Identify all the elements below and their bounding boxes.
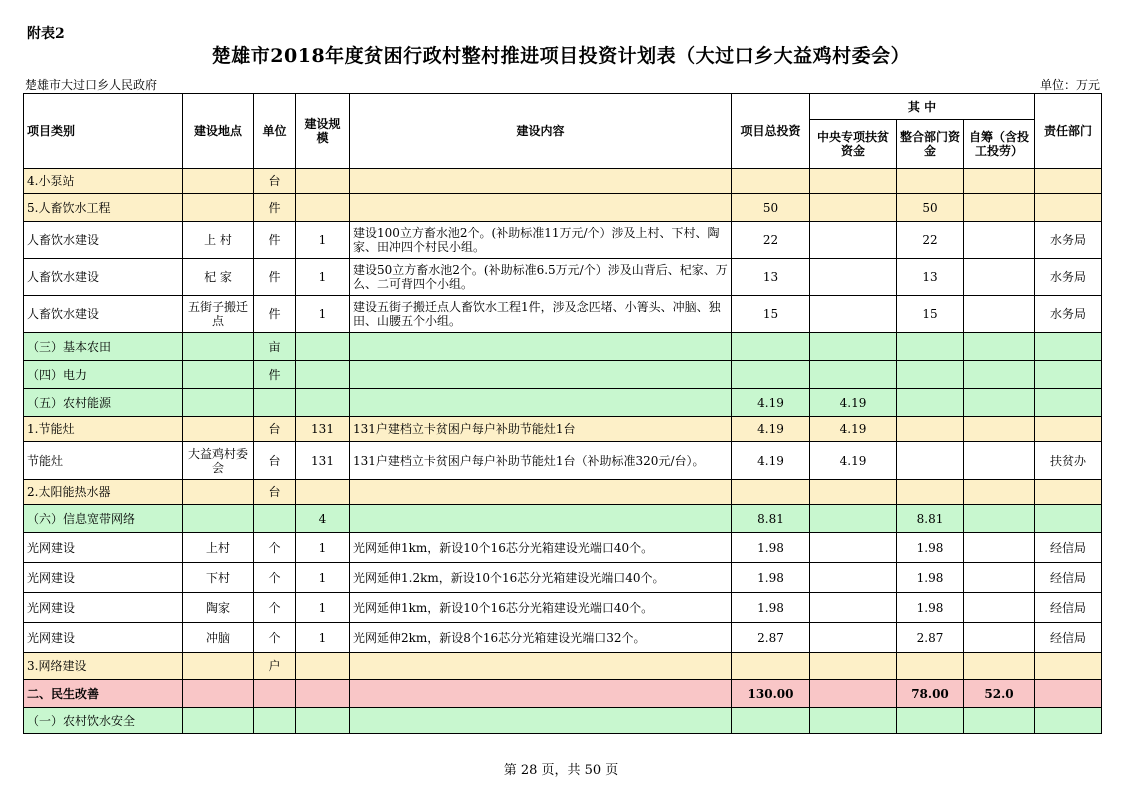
- cell-self: [964, 653, 1035, 680]
- table-row: [24, 389, 1102, 417]
- cell-unit: 台: [254, 417, 296, 442]
- cell-self: [964, 259, 1035, 296]
- cell-dept: [1035, 505, 1102, 533]
- cell-content: 131户建档立卡贫困户每户补助节能灶1台: [350, 417, 732, 442]
- table-row: [24, 533, 1102, 563]
- header-self: 自筹（含投工投劳）: [964, 120, 1035, 169]
- cell-scale: 1: [296, 259, 350, 296]
- appendix-label: 附表2: [27, 26, 65, 42]
- cell-scale: 131: [296, 417, 350, 442]
- cell-integrated: [897, 653, 964, 680]
- page-footer: 第 28 页，共 50 页: [503, 763, 619, 778]
- cell-location: [183, 169, 254, 194]
- table-row: [24, 222, 1102, 259]
- cell-unit: 个: [254, 593, 296, 623]
- cell-dept: [1035, 708, 1102, 734]
- cell-total: [732, 708, 810, 734]
- cell-central: [810, 333, 897, 361]
- cell-self: [964, 623, 1035, 653]
- cell-unit: 亩: [254, 333, 296, 361]
- cell-dept: [1035, 194, 1102, 222]
- cell-integrated: 1.98: [897, 533, 964, 563]
- organization-name: 楚雄市大过口乡人民政府: [25, 78, 158, 92]
- cell-dept: [1035, 389, 1102, 417]
- cell-category: 人畜饮水建设: [24, 259, 183, 296]
- page-title: 楚雄市2018年度贫困行政村整村推进项目投资计划表（大过口乡大益鸡村委会）: [211, 45, 911, 67]
- cell-total: 22: [732, 222, 810, 259]
- cell-integrated: 1.98: [897, 563, 964, 593]
- cell-integrated: [897, 480, 964, 505]
- cell-total: [732, 361, 810, 389]
- cell-central: [810, 593, 897, 623]
- cell-self: [964, 533, 1035, 563]
- investment-plan-table: [23, 93, 1102, 734]
- cell-location: 冲脑: [183, 623, 254, 653]
- cell-self: [964, 222, 1035, 259]
- header-content: 建设内容: [350, 94, 732, 169]
- cell-central: [810, 296, 897, 333]
- header-scale: 建设规模: [296, 94, 350, 169]
- cell-total: [732, 169, 810, 194]
- cell-integrated: 50: [897, 194, 964, 222]
- cell-dept: 水务局: [1035, 222, 1102, 259]
- cell-dept: 经信局: [1035, 533, 1102, 563]
- cell-category: 5.人畜饮水工程: [24, 194, 183, 222]
- cell-total: 4.19: [732, 389, 810, 417]
- cell-integrated: [897, 361, 964, 389]
- cell-unit: 户: [254, 653, 296, 680]
- cell-category: （四）电力: [24, 361, 183, 389]
- cell-location: [183, 505, 254, 533]
- cell-central: [810, 505, 897, 533]
- table-row: [24, 505, 1102, 533]
- cell-self: [964, 169, 1035, 194]
- cell-central: [810, 563, 897, 593]
- cell-total: [732, 480, 810, 505]
- cell-location: [183, 389, 254, 417]
- cell-unit: [254, 389, 296, 417]
- cell-scale: 1: [296, 563, 350, 593]
- cell-self: [964, 389, 1035, 417]
- cell-unit: 件: [254, 194, 296, 222]
- cell-location: 上 村: [183, 222, 254, 259]
- cell-unit: [254, 505, 296, 533]
- cell-unit: 台: [254, 480, 296, 505]
- cell-content: [350, 708, 732, 734]
- cell-category: 光网建设: [24, 563, 183, 593]
- cell-scale: 131: [296, 442, 350, 480]
- cell-central: 4.19: [810, 389, 897, 417]
- header-unit: 单位: [254, 94, 296, 169]
- cell-dept: 扶贫办: [1035, 442, 1102, 480]
- cell-content: [350, 653, 732, 680]
- cell-content: 光网延伸1km，新设10个16芯分光箱建设光端口40个。: [350, 593, 732, 623]
- cell-unit: 件: [254, 361, 296, 389]
- cell-self: [964, 708, 1035, 734]
- cell-total: 8.81: [732, 505, 810, 533]
- header-total: 项目总投资: [732, 94, 810, 169]
- cell-dept: [1035, 361, 1102, 389]
- cell-content: [350, 333, 732, 361]
- cell-scale: [296, 389, 350, 417]
- cell-self: [964, 194, 1035, 222]
- cell-category: 节能灶: [24, 442, 183, 480]
- cell-central: [810, 259, 897, 296]
- cell-self: [964, 442, 1035, 480]
- cell-scale: 1: [296, 222, 350, 259]
- cell-category: 光网建设: [24, 623, 183, 653]
- table-row: [24, 169, 1102, 194]
- cell-integrated: 8.81: [897, 505, 964, 533]
- cell-category: 1.节能灶: [24, 417, 183, 442]
- cell-content: [350, 169, 732, 194]
- cell-content: [350, 505, 732, 533]
- table-row: [24, 653, 1102, 680]
- table-row: [24, 296, 1102, 333]
- cell-integrated: 13: [897, 259, 964, 296]
- cell-self: [964, 480, 1035, 505]
- cell-integrated: [897, 417, 964, 442]
- cell-unit: 个: [254, 533, 296, 563]
- cell-scale: [296, 680, 350, 708]
- cell-category: （六）信息宽带网络: [24, 505, 183, 533]
- cell-self: 52.0: [964, 680, 1035, 708]
- cell-integrated: 2.87: [897, 623, 964, 653]
- currency-unit: 单位：万元: [1039, 78, 1100, 92]
- cell-category: 人畜饮水建设: [24, 296, 183, 333]
- header-integrated: 整合部门资金: [897, 120, 964, 169]
- table-row: [24, 563, 1102, 593]
- table-row: [24, 333, 1102, 361]
- cell-scale: [296, 169, 350, 194]
- cell-unit: 件: [254, 259, 296, 296]
- cell-scale: 4: [296, 505, 350, 533]
- cell-content: [350, 194, 732, 222]
- cell-scale: 1: [296, 593, 350, 623]
- cell-content: [350, 361, 732, 389]
- cell-location: 下村: [183, 563, 254, 593]
- cell-unit: 件: [254, 296, 296, 333]
- cell-scale: [296, 653, 350, 680]
- cell-total: [732, 333, 810, 361]
- cell-scale: [296, 194, 350, 222]
- cell-integrated: 15: [897, 296, 964, 333]
- cell-total: 4.19: [732, 442, 810, 480]
- cell-content: 建设五街子搬迁点人畜饮水工程1件，涉及念匹堵、小箐头、冲脑、独田、山腰五个小组。: [350, 296, 732, 333]
- header-dept: 责任部门: [1035, 94, 1102, 169]
- cell-location: 上村: [183, 533, 254, 563]
- table-row: [24, 417, 1102, 442]
- header-central: 中央专项扶贫资金: [810, 120, 897, 169]
- cell-dept: 经信局: [1035, 593, 1102, 623]
- cell-location: [183, 361, 254, 389]
- cell-central: [810, 653, 897, 680]
- table-row: [24, 593, 1102, 623]
- cell-total: 1.98: [732, 563, 810, 593]
- cell-category: 光网建设: [24, 533, 183, 563]
- cell-dept: [1035, 333, 1102, 361]
- cell-integrated: 78.00: [897, 680, 964, 708]
- cell-integrated: [897, 389, 964, 417]
- table-row: [24, 442, 1102, 480]
- cell-location: 杞 家: [183, 259, 254, 296]
- cell-integrated: 1.98: [897, 593, 964, 623]
- cell-dept: [1035, 169, 1102, 194]
- cell-dept: [1035, 653, 1102, 680]
- table-row: [24, 194, 1102, 222]
- cell-central: [810, 480, 897, 505]
- cell-category: （一）农村饮水安全: [24, 708, 183, 734]
- cell-scale: [296, 480, 350, 505]
- cell-central: 4.19: [810, 442, 897, 480]
- cell-dept: 水务局: [1035, 296, 1102, 333]
- cell-scale: 1: [296, 623, 350, 653]
- cell-content: [350, 480, 732, 505]
- table-row: [24, 623, 1102, 653]
- cell-central: [810, 194, 897, 222]
- cell-dept: 经信局: [1035, 563, 1102, 593]
- cell-content: 建设100立方畜水池2个。(补助标准11万元/个）涉及上村、下村、陶家、田冲四个村民小组。: [350, 222, 732, 259]
- cell-content: 131户建档立卡贫困户每户补助节能灶1台（补助标准320元/台）。: [350, 442, 732, 480]
- table-row: [24, 361, 1102, 389]
- cell-location: 陶家: [183, 593, 254, 623]
- cell-total: 15: [732, 296, 810, 333]
- cell-location: [183, 333, 254, 361]
- cell-central: [810, 169, 897, 194]
- table-row: [24, 480, 1102, 505]
- cell-location: [183, 417, 254, 442]
- cell-self: [964, 296, 1035, 333]
- table-row: [24, 708, 1102, 734]
- header-location: 建设地点: [183, 94, 254, 169]
- cell-unit: [254, 708, 296, 734]
- cell-central: [810, 533, 897, 563]
- cell-content: 光网延伸1.2km，新设10个16芯分光箱建设光端口40个。: [350, 563, 732, 593]
- cell-total: [732, 653, 810, 680]
- cell-dept: [1035, 480, 1102, 505]
- cell-location: [183, 653, 254, 680]
- cell-unit: 件: [254, 222, 296, 259]
- cell-integrated: 22: [897, 222, 964, 259]
- cell-total: 4.19: [732, 417, 810, 442]
- cell-category: 人畜饮水建设: [24, 222, 183, 259]
- cell-integrated: [897, 333, 964, 361]
- cell-central: [810, 361, 897, 389]
- cell-unit: 个: [254, 623, 296, 653]
- cell-dept: 水务局: [1035, 259, 1102, 296]
- cell-integrated: [897, 442, 964, 480]
- cell-unit: 台: [254, 442, 296, 480]
- cell-location: [183, 480, 254, 505]
- cell-content: 建设50立方畜水池2个。(补助标准6.5万元/个）涉及山背后、杞家、万么、二可背四个小组。: [350, 259, 732, 296]
- cell-category: 4.小泵站: [24, 169, 183, 194]
- cell-location: 五街子搬迁点: [183, 296, 254, 333]
- table-body: [24, 169, 1102, 734]
- cell-central: [810, 680, 897, 708]
- cell-category: （三）基本农田: [24, 333, 183, 361]
- cell-self: [964, 333, 1035, 361]
- cell-scale: [296, 361, 350, 389]
- cell-category: （五）农村能源: [24, 389, 183, 417]
- cell-total: 2.87: [732, 623, 810, 653]
- cell-scale: 1: [296, 296, 350, 333]
- cell-unit: 个: [254, 563, 296, 593]
- cell-content: 光网延伸2km，新设8个16芯分光箱建设光端口32个。: [350, 623, 732, 653]
- cell-location: 大益鸡村委会: [183, 442, 254, 480]
- cell-content: [350, 680, 732, 708]
- cell-category: 3.网络建设: [24, 653, 183, 680]
- cell-self: [964, 361, 1035, 389]
- cell-self: [964, 593, 1035, 623]
- header-category: 项目类别: [24, 94, 183, 169]
- table-row: [24, 259, 1102, 296]
- cell-total: 1.98: [732, 533, 810, 563]
- cell-content: 光网延伸1km，新设10个16芯分光箱建设光端口40个。: [350, 533, 732, 563]
- cell-category: 2.太阳能热水器: [24, 480, 183, 505]
- cell-category: 光网建设: [24, 593, 183, 623]
- cell-total: 1.98: [732, 593, 810, 623]
- cell-unit: 台: [254, 169, 296, 194]
- cell-self: [964, 505, 1035, 533]
- cell-scale: [296, 708, 350, 734]
- cell-total: 130.00: [732, 680, 810, 708]
- cell-integrated: [897, 169, 964, 194]
- cell-central: [810, 708, 897, 734]
- cell-location: [183, 708, 254, 734]
- cell-central: 4.19: [810, 417, 897, 442]
- cell-scale: [296, 333, 350, 361]
- table-row: [24, 680, 1102, 708]
- cell-integrated: [897, 708, 964, 734]
- cell-unit: [254, 680, 296, 708]
- cell-central: [810, 222, 897, 259]
- cell-location: [183, 194, 254, 222]
- cell-total: 50: [732, 194, 810, 222]
- cell-total: 13: [732, 259, 810, 296]
- cell-content: [350, 389, 732, 417]
- cell-dept: [1035, 680, 1102, 708]
- cell-dept: [1035, 417, 1102, 442]
- cell-category: 二、民生改善: [24, 680, 183, 708]
- cell-central: [810, 623, 897, 653]
- cell-self: [964, 417, 1035, 442]
- cell-dept: 经信局: [1035, 623, 1102, 653]
- cell-location: [183, 680, 254, 708]
- cell-scale: 1: [296, 533, 350, 563]
- cell-self: [964, 563, 1035, 593]
- header-of-which: 其 中: [810, 94, 1035, 120]
